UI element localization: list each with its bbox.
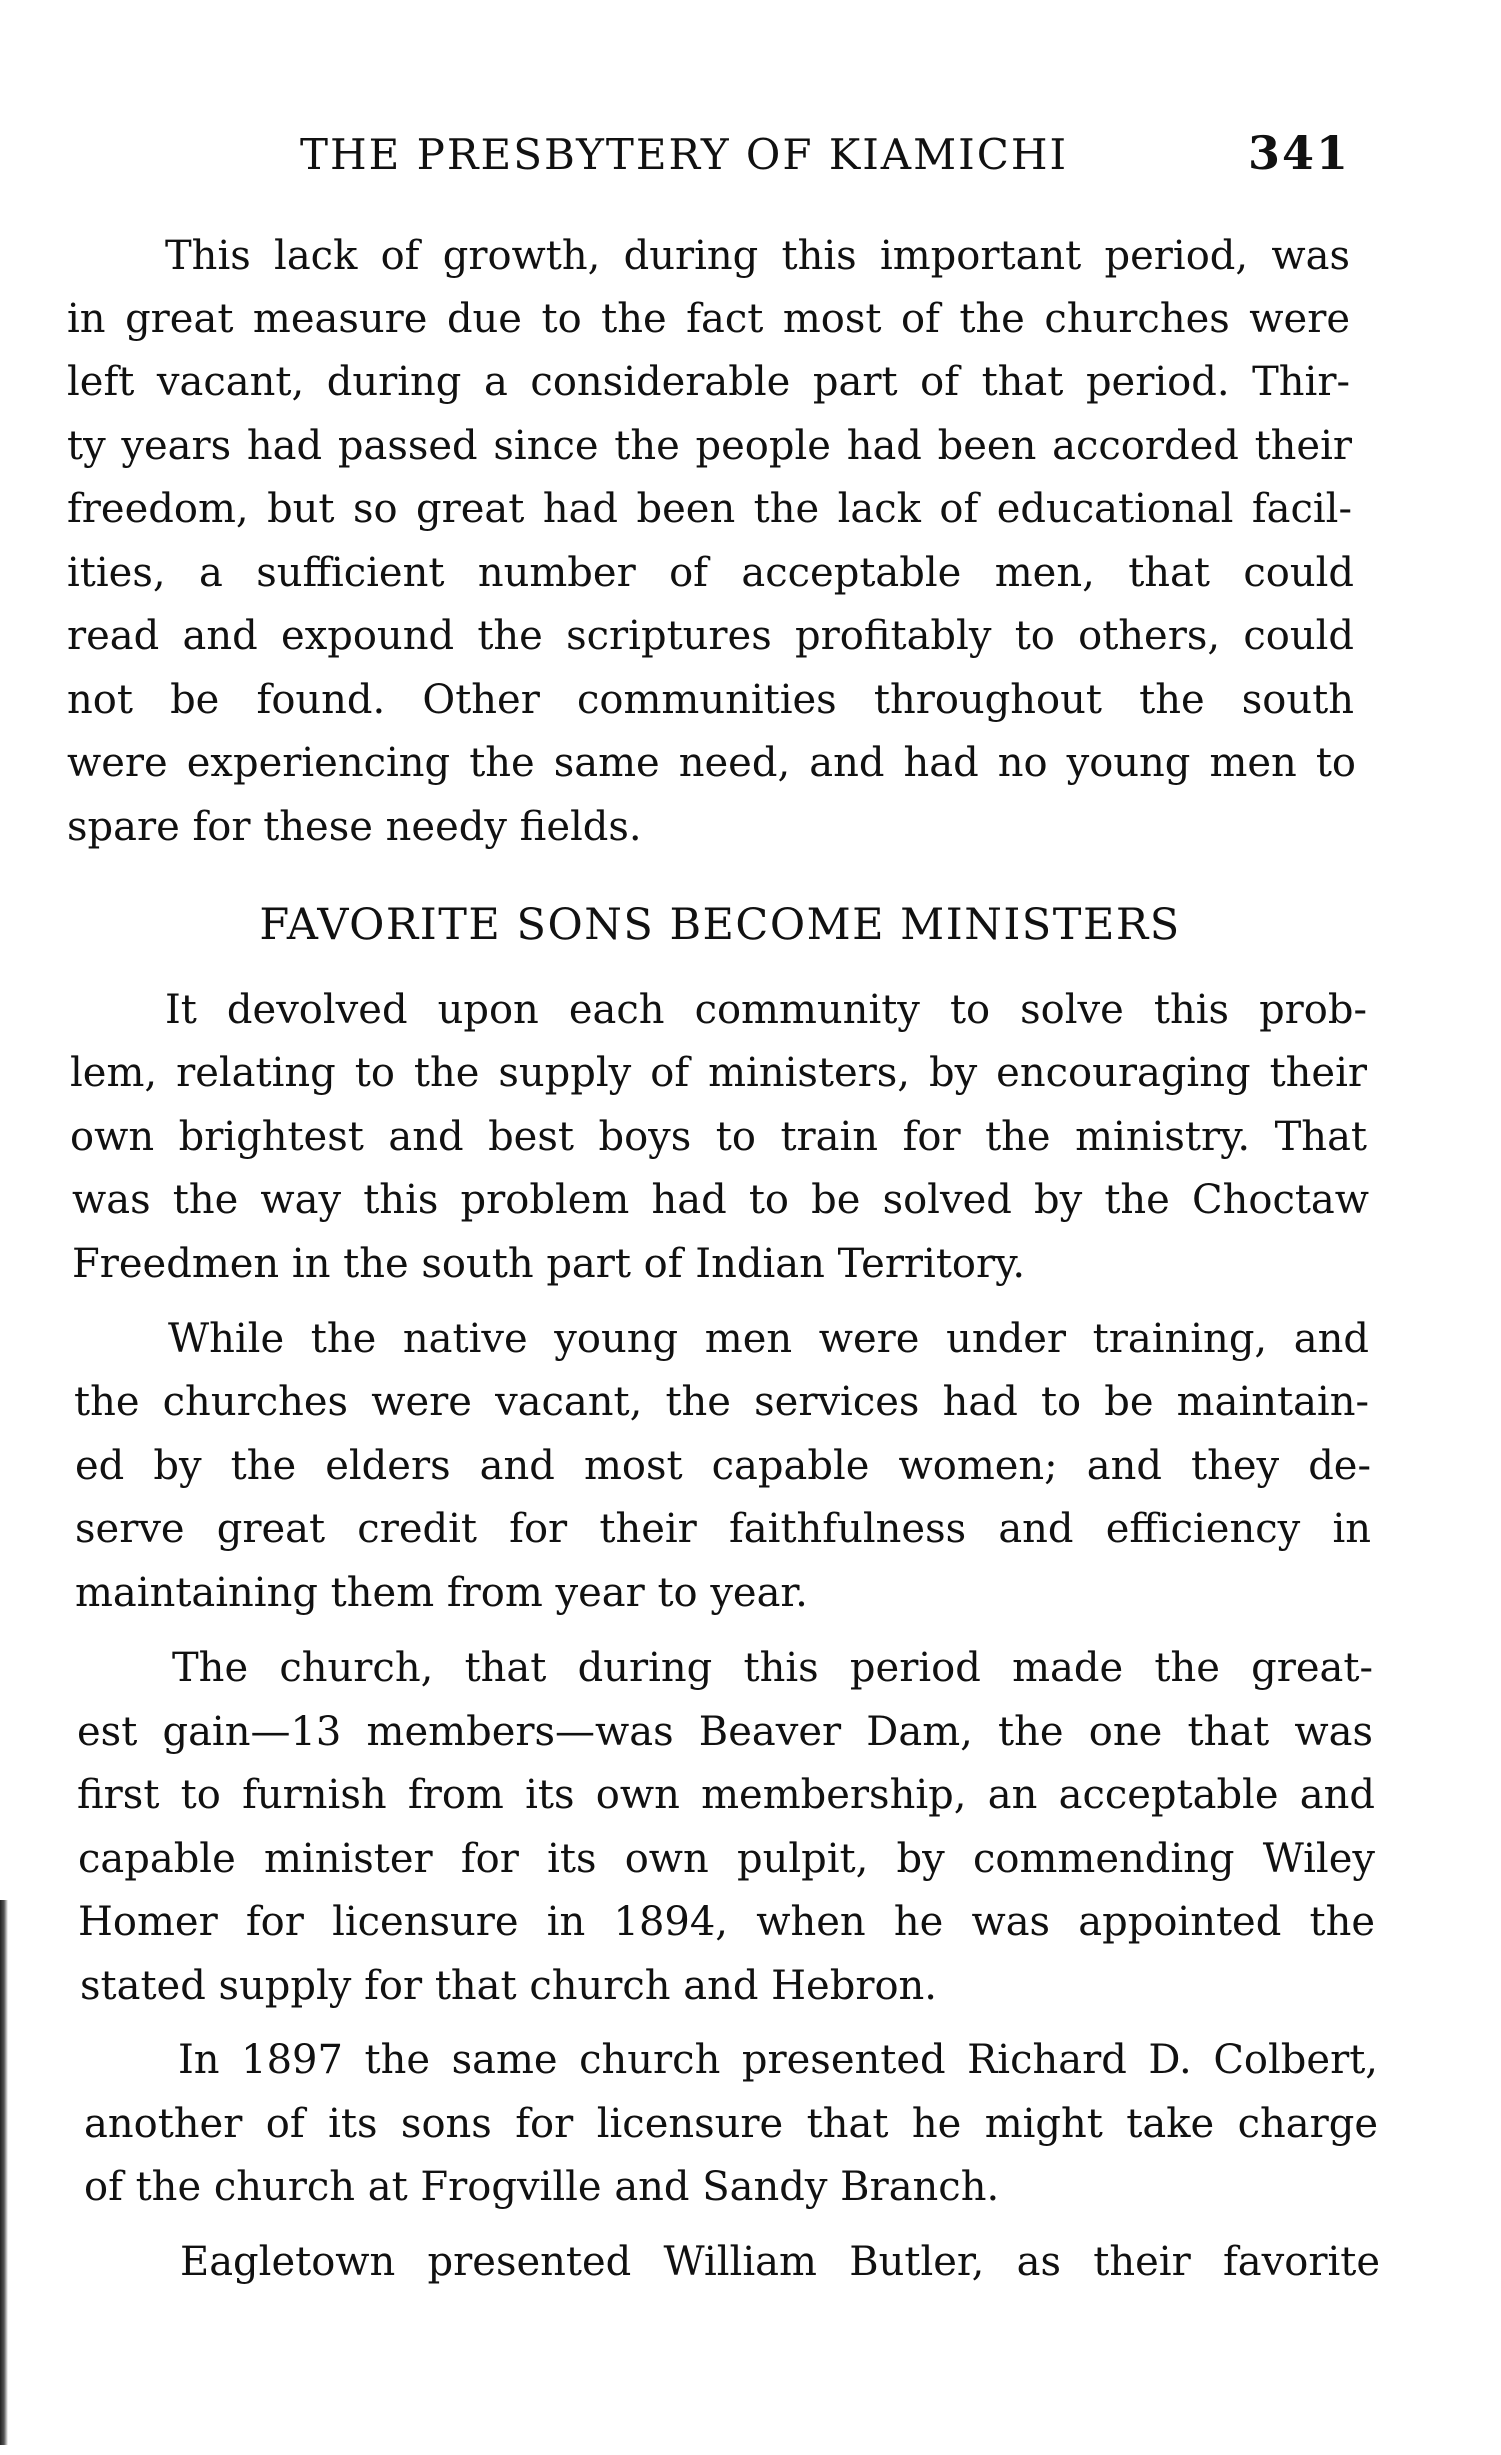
text-line: read and expound the scriptures profitably to others, could: [67, 613, 1354, 659]
text-line: The church, that during this period made the great-: [172, 1645, 1373, 1691]
running-title: THE PRESBYTERY OF KIAMICHI: [300, 130, 1069, 179]
running-header: [300, 126, 1350, 186]
text-line: Eagletown presented William Butler, as their favorite: [180, 2239, 1380, 2285]
text-line: was the way this problem had to be solved by the Choctaw: [72, 1177, 1369, 1223]
text-line: freedom, but so great had been the lack of educational facil-: [67, 486, 1352, 532]
text-line: serve great credit for their faithfulness and efficiency in: [75, 1506, 1371, 1552]
text-line: ty years had passed since the people had been accorded their: [67, 423, 1352, 469]
text-line: spare for these needy fields.: [67, 804, 642, 850]
text-line: In 1897 the same church presented Richard D. Colbert,: [178, 2037, 1378, 2083]
text-line: Freedmen in the south part of Indian Territory.: [72, 1241, 1026, 1287]
page-number: 341: [1247, 126, 1350, 180]
text-line: est gain—13 members—was Beaver Dam, the one that was: [77, 1709, 1373, 1755]
text-line: stated supply for that church and Hebron.: [80, 1963, 938, 2009]
section-heading: FAVORITE SONS BECOME MINISTERS: [259, 900, 1181, 950]
text-line: were experiencing the same need, and had no young men to: [67, 740, 1356, 786]
page-binding-edge: [0, 1900, 8, 2445]
text-line: This lack of growth, during this important period, was: [165, 233, 1350, 279]
text-line: ed by the elders and most capable women; and they de-: [75, 1443, 1371, 1489]
text-line: capable minister for its own pulpit, by commending Wiley: [78, 1836, 1375, 1882]
text-line: not be found. Other communities throughout the south: [67, 677, 1354, 723]
text-line: first to furnish from its own membership, an acceptable and: [77, 1772, 1375, 1818]
text-line: Homer for licensure in 1894, when he was appointed the: [78, 1899, 1375, 1945]
text-line: in great measure due to the fact most of the churches were: [67, 296, 1350, 342]
text-line: ities, a sufficient number of acceptable men, that could: [67, 550, 1354, 596]
text-line: of the church at Frogville and Sandy Branch.: [84, 2164, 1000, 2210]
text-line: the churches were vacant, the services had to be maintain-: [74, 1379, 1369, 1425]
text-line: left vacant, during a considerable part of that period. Thir-: [67, 359, 1350, 405]
text-line: lem, relating to the supply of ministers, by encouraging their: [70, 1050, 1367, 1096]
text-line: another of its sons for licensure that he might take charge: [84, 2101, 1378, 2147]
text-line: It devolved upon each community to solve this prob-: [165, 987, 1367, 1033]
text-line: maintaining them from year to year.: [75, 1570, 808, 1616]
text-line: While the native young men were under training, and: [168, 1316, 1369, 1362]
text-line: own brightest and best boys to train for the ministry. That: [70, 1114, 1367, 1160]
